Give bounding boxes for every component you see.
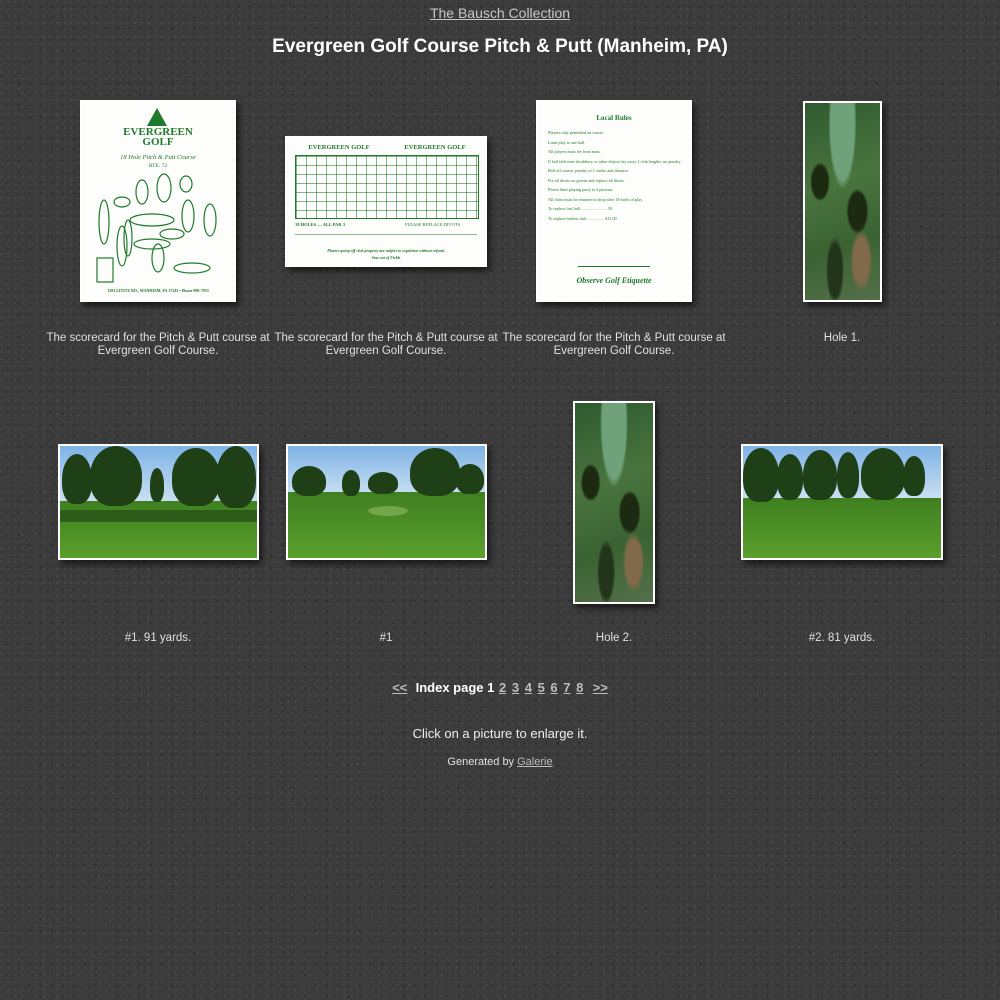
rules-item: Players only permitted on course. xyxy=(548,130,605,135)
grid-footer-right: PLEASE REPLACE DIVOTS xyxy=(405,222,461,227)
thumbnail-caption: Hole 1. xyxy=(823,332,861,344)
collection-link[interactable]: The Bausch Collection xyxy=(429,5,571,21)
rules-item: To replace lost ball ........................ .50 xyxy=(548,206,613,211)
page-title: Evergreen Golf Course Pitch & Putt (Manheim, PA) xyxy=(272,36,728,57)
rules-list xyxy=(548,130,682,225)
enlarge-hint: Click on a picture to enlarge it. xyxy=(412,726,588,741)
page-link-3[interactable]: 3 xyxy=(511,680,520,695)
rules-item: To replace broken club ................ $11.00 xyxy=(548,215,617,221)
grid-right-header: EVERGREEN GOLF xyxy=(404,144,466,151)
page-link-5[interactable]: 5 xyxy=(537,680,545,695)
prev-page-link[interactable]: << xyxy=(392,680,408,695)
divider xyxy=(578,266,650,267)
grid-left-header: EVERGREEN GOLF xyxy=(308,144,370,151)
page-link-4[interactable]: 4 xyxy=(524,680,532,695)
thumbnail-caption: Hole 2. xyxy=(595,632,633,644)
grid-note: Players going off club property are subject to expulsion without refund. xyxy=(327,248,445,253)
rules-item: All players must tee from mats. xyxy=(548,149,601,154)
rules-item: Please limit playing party to 4 persons. xyxy=(548,187,614,192)
scorecard-brand-top: EVERGREEN xyxy=(123,126,193,138)
thumbnail-photo-hole-2[interactable] xyxy=(741,444,943,560)
rules-item: Fix all divots on greens and replace all divots. xyxy=(548,177,626,183)
rules-footer: Observe Golf Etiquette xyxy=(576,276,652,285)
thumbnail-photo-hole-1-fairway[interactable] xyxy=(286,444,487,560)
page-link-7[interactable]: 7 xyxy=(563,680,571,695)
thumbnail-aerial-hole-2[interactable] xyxy=(573,401,655,604)
thumbnail-photo-hole-1-tee[interactable] xyxy=(58,444,259,560)
pagination xyxy=(0,680,1000,695)
generated-prefix: Generated by xyxy=(447,756,518,768)
thumbnail-caption: #1 xyxy=(379,632,393,644)
generated-by xyxy=(0,756,1000,768)
page-link-6[interactable]: 6 xyxy=(550,680,558,695)
scorecard-brand-bottom: GOLF xyxy=(142,136,174,148)
tree-logo-icon xyxy=(142,108,172,126)
next-page-link[interactable]: >> xyxy=(592,680,608,695)
rules-item: Ball off course, penalty of 1 stroke and distance. xyxy=(548,168,630,173)
scorecard-route: RTE. 72 xyxy=(148,163,168,169)
grid-footer-left: 18 HOLES — ALL PAR 3 xyxy=(295,222,346,227)
rules-title: Local Rules xyxy=(596,114,632,122)
thumbnail-aerial-hole-1[interactable] xyxy=(803,101,882,302)
rules-item: Limit play to one ball. xyxy=(548,139,586,145)
course-map-icon xyxy=(92,172,226,284)
thumbnail-caption: The scorecard for the Pitch & Putt course at Evergreen Golf Course. xyxy=(502,332,726,357)
current-page-label: Index page 1 xyxy=(415,680,495,695)
collection-link-container xyxy=(0,5,1000,21)
page-link-2[interactable]: 2 xyxy=(498,680,507,695)
scorecard-address: 1583 LITITZ RD., MANHEIM, PA 17545 • Phone 898-7853 xyxy=(107,288,209,293)
thumbnail-scorecard-rules[interactable] xyxy=(536,100,692,302)
thumbnail-caption: #2. 81 yards. xyxy=(808,632,876,644)
thumbnail-caption: #1. 91 yards. xyxy=(124,632,192,644)
page-link-8[interactable]: 8 xyxy=(576,680,584,695)
grid-note-2: Stay out of Fields xyxy=(371,255,401,260)
rules-item: All clubs must be returned to shop after 18 holes of play. xyxy=(548,196,644,202)
thumbnail-caption: The scorecard for the Pitch & Putt course at Evergreen Golf Course. xyxy=(274,332,498,357)
scorecard-subtitle: 18 Hole Pitch & Putt Course xyxy=(120,154,196,161)
thumbnail-caption: The scorecard for the Pitch & Putt course at Evergreen Golf Course. xyxy=(46,332,270,357)
thumbnail-scorecard-map[interactable] xyxy=(80,100,236,302)
galerie-link[interactable]: Galerie xyxy=(517,756,553,768)
divider xyxy=(295,234,477,235)
score-grid xyxy=(295,155,479,219)
rules-item: If ball falls near shrubbery, or other objects lay away 2 club lengths, no penalty. xyxy=(548,158,682,164)
thumbnail-scorecard-grid[interactable] xyxy=(285,136,487,267)
